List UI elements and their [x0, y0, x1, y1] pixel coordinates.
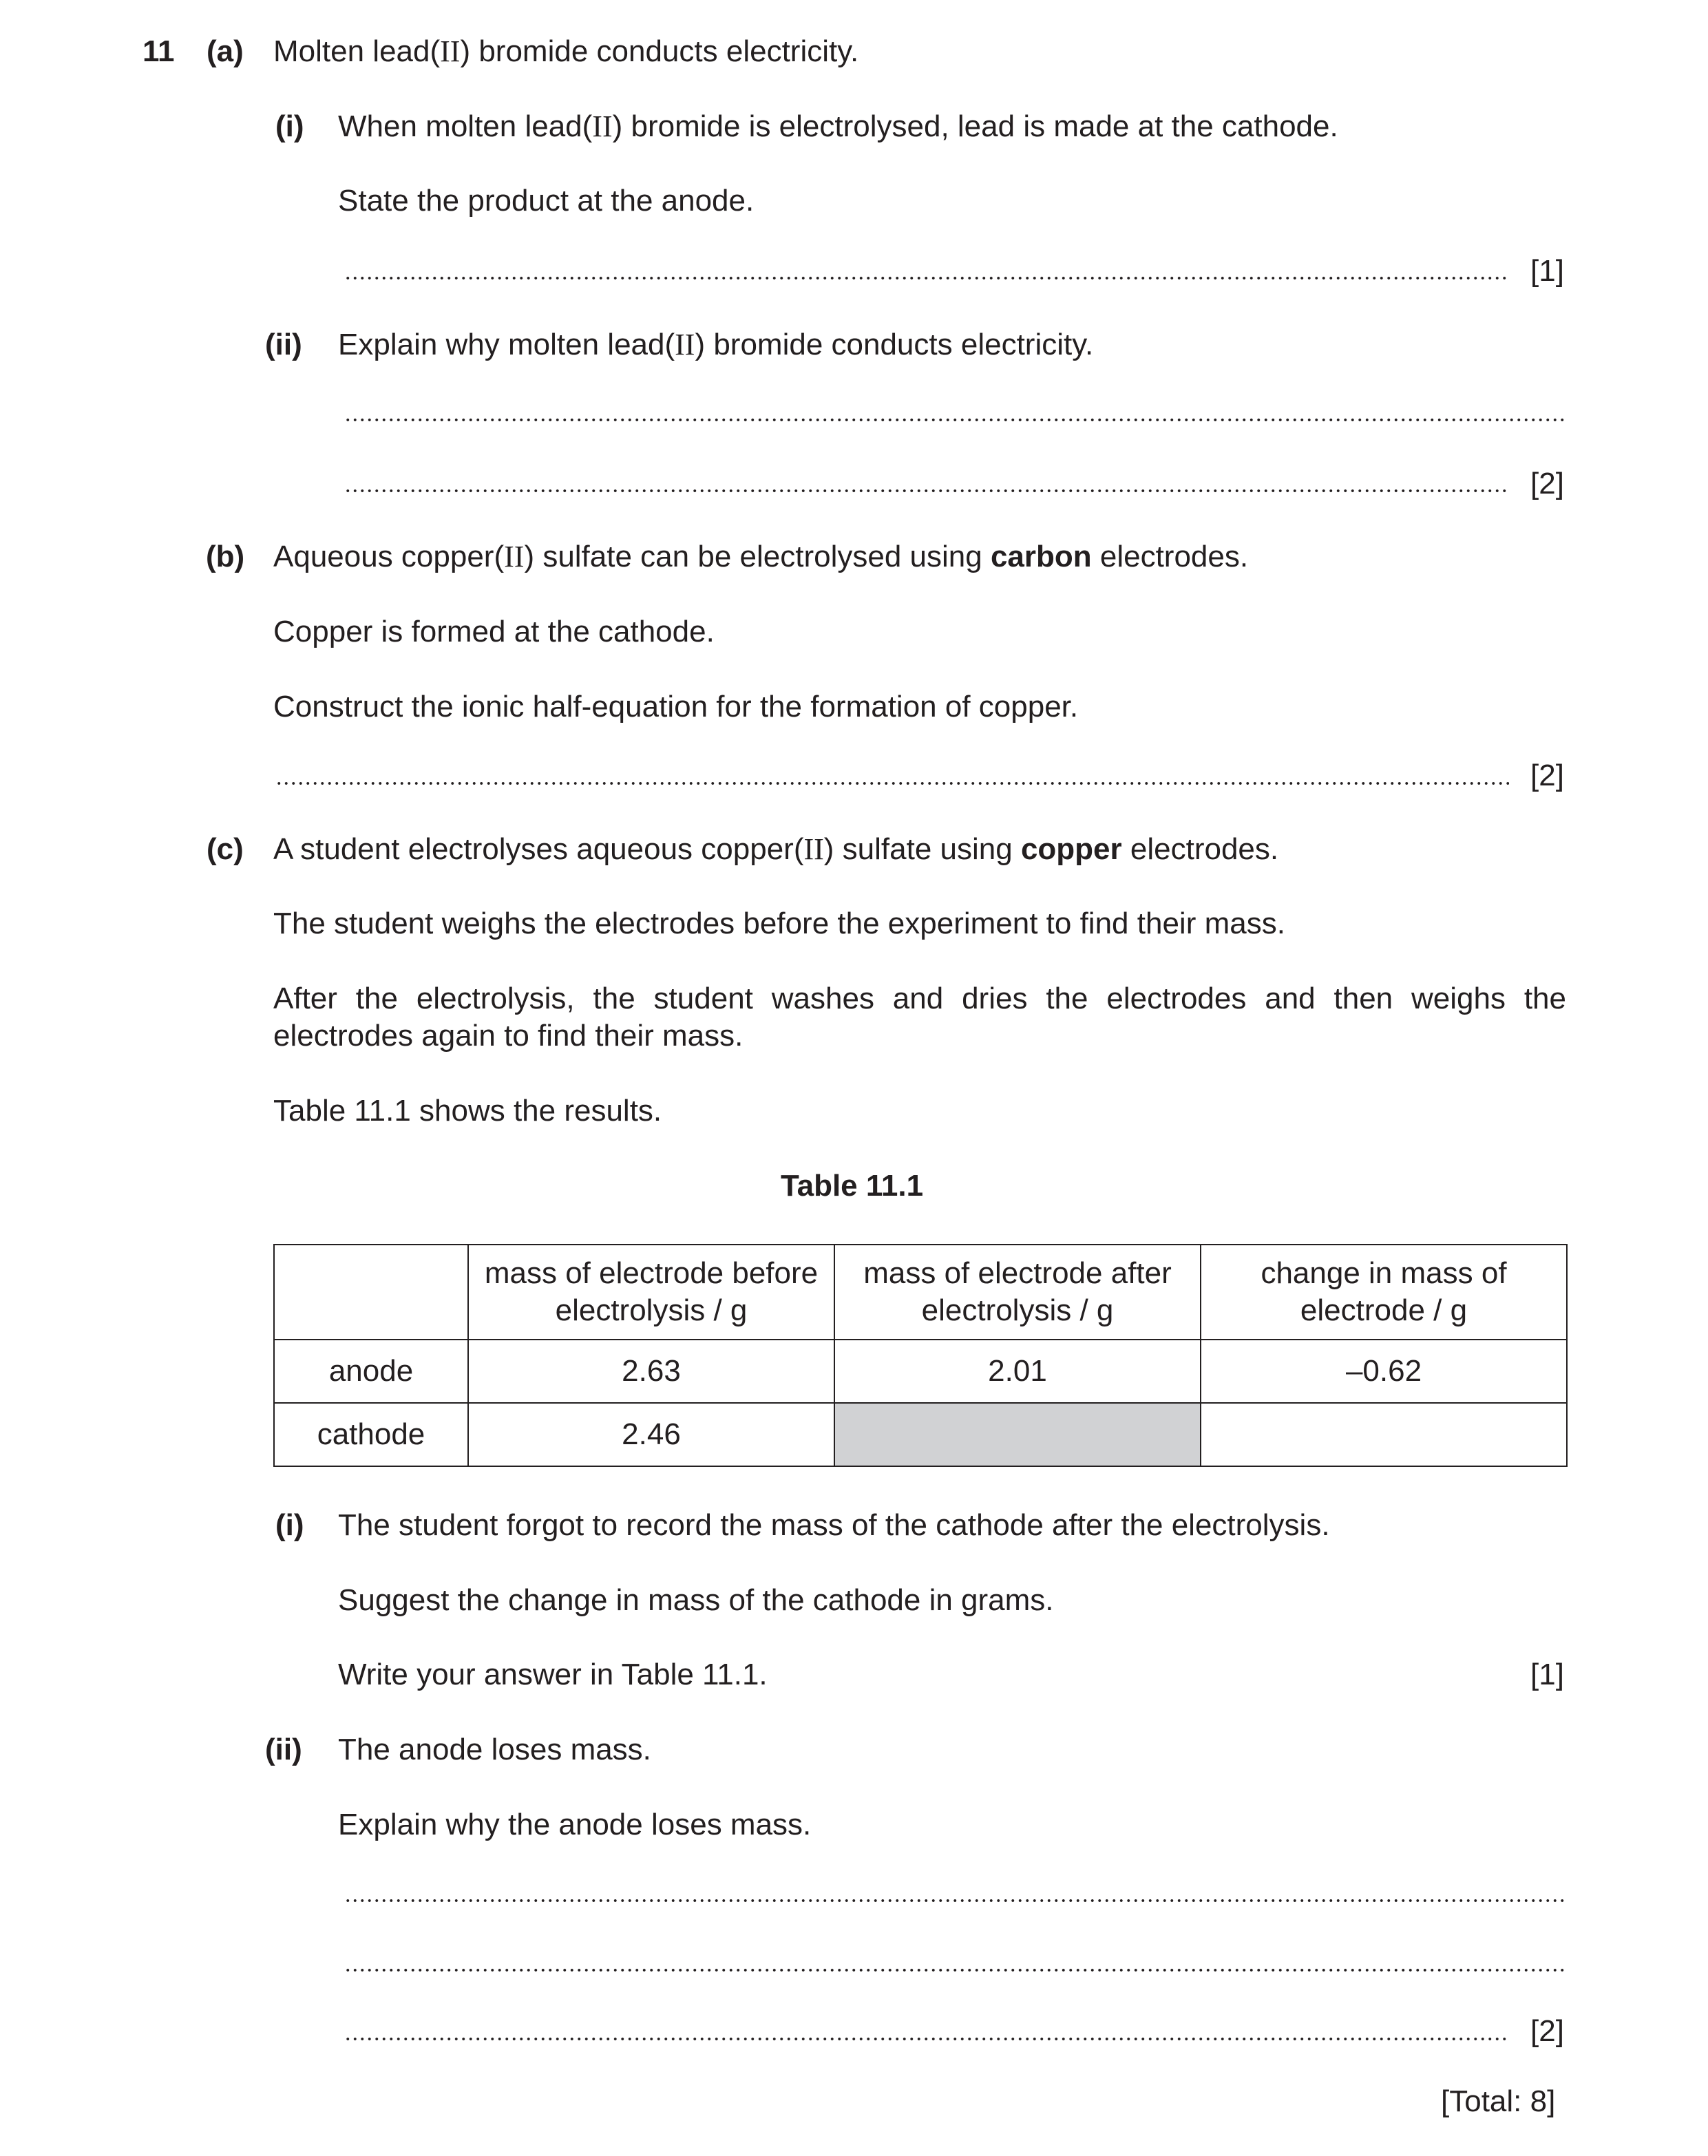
anode-label: anode [274, 1340, 468, 1403]
answer-line-a-ii-2[interactable] [344, 488, 1509, 494]
part-a-i-text: When molten lead(II) bromide is electrolysed, lead is made at the cathode. [338, 109, 1338, 143]
total-marks: [Total: 8] [1441, 2084, 1556, 2118]
results-table [273, 1244, 1568, 1467]
marks-a-ii: [2] [1530, 467, 1564, 500]
table-header-change: change in mass of electrode / g [1201, 1245, 1567, 1340]
part-b-line2: Copper is formed at the cathode. [273, 615, 715, 648]
part-a-ii-text: Explain why molten lead(II) bromide conducts electricity. [338, 328, 1094, 361]
marks-a-i: [1] [1530, 254, 1564, 288]
part-c-ii-label: (ii) [265, 1733, 302, 1766]
cathode-before: 2.46 [468, 1403, 834, 1466]
anode-before: 2.63 [468, 1340, 834, 1403]
question-number: 11 [143, 34, 175, 68]
answer-line-c-ii-2[interactable] [344, 1967, 1566, 1973]
part-c-i-line2: Suggest the change in mass of the cathode in grams. [338, 1583, 1054, 1617]
part-c-line3: After the electrolysis, the student washes and dries the electrodes and then weighs the electrodes again to find their mass. [273, 982, 1566, 1053]
marks-c-ii: [2] [1530, 2014, 1564, 2048]
answer-line-c-ii-3[interactable] [344, 2036, 1509, 2042]
part-a-i-label: (i) [275, 109, 304, 143]
part-c-text: A student electrolyses aqueous copper(II) sulfate using copper electrodes. [273, 832, 1279, 866]
part-a-stem: Molten lead(II) bromide conducts electricity. [273, 34, 859, 68]
cathode-label: cathode [274, 1403, 468, 1466]
part-c-line2: The student weighs the electrodes before the experiment to find their mass. [273, 907, 1285, 940]
table-header-empty [274, 1245, 468, 1340]
part-c-ii-line2: Explain why the anode loses mass. [338, 1808, 812, 1841]
table-caption: Table 11.1 [781, 1169, 924, 1203]
answer-line-c-ii-1[interactable] [344, 1898, 1566, 1903]
part-c-line4: Table 11.1 shows the results. [273, 1094, 662, 1128]
table-header-row [274, 1245, 1567, 1340]
answer-line-a-i[interactable] [344, 275, 1509, 281]
part-c-label: (c) [207, 832, 244, 866]
part-c-i-line3: Write your answer in Table 11.1. [338, 1658, 768, 1691]
table-row-cathode [274, 1403, 1567, 1466]
table-header-after: mass of electrode after electrolysis / g [834, 1245, 1201, 1340]
answer-line-b[interactable] [275, 781, 1509, 786]
table-row-anode [274, 1340, 1567, 1403]
cathode-after-shaded [834, 1403, 1201, 1466]
part-b-label: (b) [206, 540, 245, 573]
cathode-change-answer[interactable] [1201, 1403, 1567, 1466]
part-c-i-line1: The student forgot to record the mass of the cathode after the electrolysis. [338, 1508, 1330, 1542]
table-header-before: mass of electrode before electrolysis / g [468, 1245, 834, 1340]
marks-b: [2] [1530, 759, 1564, 792]
part-b-line3: Construct the ionic half-equation for the formation of copper. [273, 690, 1079, 723]
part-c-i-label: (i) [275, 1508, 304, 1542]
part-a-ii-label: (ii) [265, 328, 302, 361]
anode-change: –0.62 [1201, 1340, 1567, 1403]
part-b-text: Aqueous copper(II) sulfate can be electrolysed using carbon electrodes. [273, 540, 1249, 573]
marks-c-i: [1] [1530, 1658, 1564, 1691]
part-c-ii-line1: The anode loses mass. [338, 1733, 651, 1766]
part-a-i-prompt: State the product at the anode. [338, 184, 755, 218]
anode-after: 2.01 [834, 1340, 1201, 1403]
part-a-label: (a) [207, 34, 244, 68]
answer-line-a-ii-1[interactable] [344, 417, 1566, 423]
